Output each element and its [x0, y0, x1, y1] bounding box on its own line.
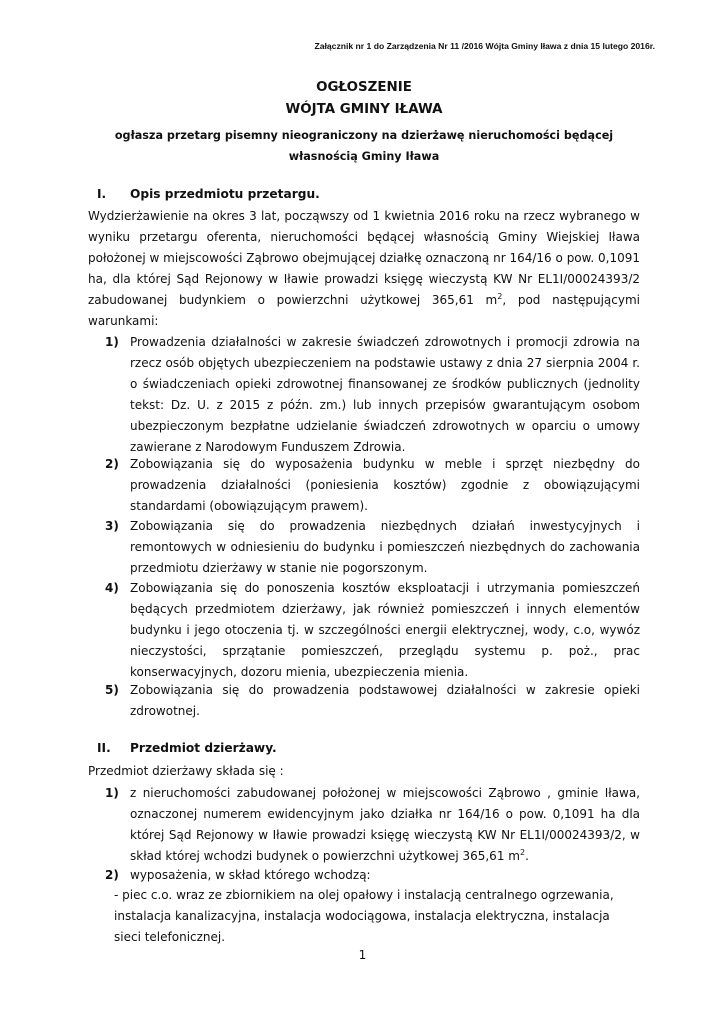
page-number: 1 [358, 948, 367, 962]
subject-number: 2) [105, 868, 119, 882]
condition-number: 4) [105, 581, 119, 595]
condition-item-1 [105, 332, 640, 458]
section-1-intro-text: Wydzierżawienie na okres 3 lat, począwszy od 1 kwietnia 2016 roku na rzecz wybranego w wyniku przetargu oferenta, nieruchomości będącej własnością Gminy Wiejskiej Iława położonej w miejscowości Ząbrowo obejmującej działkę oznaczoną nr 164/16 o pow. 0,1091 ha, dla której Sąd Rejonowy w Iławie prowadzi księgę wieczystą KW Nr EL1I/00024393/2 zabudowanej budynkiem o powierzchni użytkowej 365,61 m [88, 209, 640, 307]
subject-item-1 [105, 783, 640, 867]
condition-item-5 [105, 680, 640, 722]
condition-text: Zobowiązania się do prowadzenia podstawowej działalności w zakresie opieki zdrowotnej. [130, 683, 640, 718]
issuer-title: WÓJTA GMINY IŁAWA [285, 102, 443, 117]
condition-item-3 [105, 516, 640, 579]
equipment-list: - piec c.o. wraz ze zbiornikiem na olej opałowy i instalacją centralnego ogrzewania, instalacja kanalizacyjna, instalacja wodociągowa, instalacja elektryczna, instalacja sieci telefonicznej. [114, 888, 614, 944]
condition-number: 3) [105, 519, 119, 533]
announcement-title: OGŁOSZENIE [316, 80, 412, 95]
condition-number: 5) [105, 683, 119, 697]
condition-text: Zobowiązania się do prowadzenia niezbędnych działań inwestycyjnych i remontowych w odniesieniu do budynku i pomieszczeń niezbędnych do zachowania przedmiotu dzierżawy w stanie nie pogorszonym. [130, 519, 640, 575]
subject-text: wyposażenia, w skład którego wchodzą: [130, 868, 371, 882]
section-1-heading [97, 187, 320, 201]
section-1-intro [88, 206, 640, 332]
subject-number: 1) [105, 786, 119, 800]
condition-text: Zobowiązania się do ponoszenia kosztów eksploatacji i utrzymania pomieszczeń będących przedmiotem dzierżawy, jak również pomieszczeń i innych elementów budynku i jego otoczenia tj. w szczególności energii elektrycznej, wody, c.o, wywóz nieczystości, sprzątanie pomieszczeń, przeglądu systemu p. poż., prac konserwacyjnych, dozoru mienia, ubezpieczenia mienia. [130, 581, 640, 679]
section-1-intro-tail: , pod następującymi warunkami: [88, 293, 641, 328]
attachment-note: Załącznik nr 1 do Zarządzenia Nr 11 /2016 Wójta Gminy Iława z dnia 15 lutego 2016r. [314, 41, 655, 51]
section-1-title: Opis przedmiotu przetargu. [130, 187, 320, 201]
announcement-subtitle: ogłasza przetarg pisemny nieograniczony na dzierżawę nieruchomości będącej własnością Gminy Iława [114, 129, 614, 163]
subject-text-tail: . [525, 849, 529, 863]
section-2-heading [97, 741, 277, 755]
subject-text [130, 783, 640, 867]
subject-item-2 [105, 865, 640, 886]
subject-text-sup: 2 [519, 848, 526, 857]
section-2-number: II. [97, 741, 111, 755]
condition-number: 1) [105, 335, 119, 349]
condition-item-2 [105, 454, 640, 517]
condition-number: 2) [105, 457, 119, 471]
section-1-number: I. [97, 187, 107, 201]
condition-item-4 [105, 578, 640, 683]
section-1-intro-sup: 2 [497, 292, 503, 301]
condition-text: Zobowiązania się do wyposażenia budynku w meble i sprzęt niezbędny do prowadzenia działalności (poniesienia kosztów) zgodnie z obowiązującymi standardami (obowiązującym prawem). [130, 457, 640, 513]
condition-text: Prowadzenia działalności w zakresie świadczeń zdrowotnych i promocji zdrowia na rzecz osób objętych ubezpieczeniem na podstawie ustawy z dnia 27 sierpnia 2004 r. o świadczeniach opieki zdrowotnej finansowanej ze środków publicznych (jednolity tekst: Dz. U. z 2015 z późn. zm.) lub innych przepisów gwarantującym osobom ubezpieczonym bezpłatne udzielanie świadczeń zdrowotnych w oparciu o umowy zawierane z Narodowym Funduszem Zdrowia. [130, 335, 640, 454]
subject-text-main: z nieruchomości zabudowanej położonej w miejscowości Ząbrowo , gminie Iława, oznaczonej numerem ewidencyjnym jako działka nr 164/16 o pow. 0,1091 ha dla której Sąd Rejonowy w Iławie prowadzi księgę wieczystą KW Nr EL1I/00024393/2, w skład której wchodzi budynek o powierzchni użytkowej 365,61 m [130, 786, 640, 863]
section-2-title: Przedmiot dzierżawy. [130, 741, 277, 755]
section-2-intro: Przedmiot dzierżawy składa się : [88, 764, 284, 778]
